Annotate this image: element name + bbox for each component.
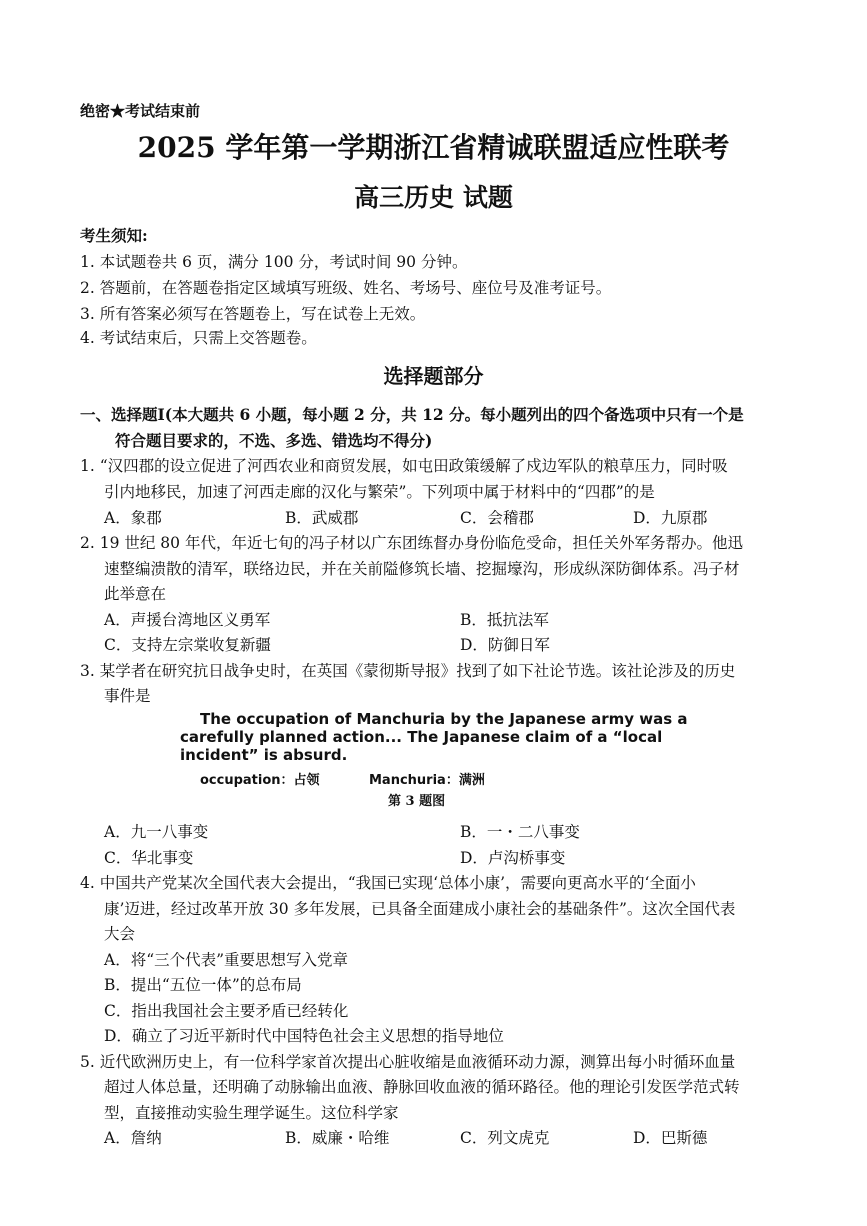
exam-title: 2025 学年第一学期浙江省精诚联盟适应性联考 [137, 131, 730, 164]
section-title: 选择题部分 [383, 364, 484, 388]
editorial-excerpt-line: incident” is absurd. [180, 746, 348, 764]
question-5-stem-cont: 超过人体总量，还明确了动脉输出血液、静脉回收血液的循环路径。他的理论引发医学范式转 [104, 1078, 740, 1096]
question-1-stem-cont: 引内地移民，加速了河西走廊的汉化与繁荣”。下列项中属于材料中的“四郡”的是 [104, 483, 655, 501]
question-4-stem: 4. 中国共产党某次全国代表大会提出，“我国已实现‘总体小康’，需要向更高水平的‘全面小 [80, 874, 696, 892]
question-2-option-d: D．防御日军 [460, 636, 550, 654]
question-4-option-c: C．指出我国社会主要矛盾已经转化 [104, 1002, 349, 1020]
figure-caption: 第 3 题图 [388, 794, 446, 809]
question-4-stem-cont: 康’迈进，经过改革开放 30 多年发展，已具备全面建成小康社会的基础条件”。这次全国代表 [104, 900, 736, 918]
question-3-option-a: A．九一八事变 [104, 823, 209, 841]
notice-item: 4. 考试结束后，只需上交答题卷。 [80, 329, 317, 347]
question-2-stem-cont: 此举意在 [104, 585, 167, 603]
exam-subtitle: 高三历史 试题 [354, 183, 513, 212]
question-1-option-b: B．武威郡 [285, 509, 359, 527]
notice-item: 3. 所有答案必须写在答题卷上，写在试卷上无效。 [80, 305, 426, 323]
notice-item: 2. 答题前，在答题卷指定区域填写班级、姓名、考场号、座位号及准考证号。 [80, 279, 612, 297]
question-3-option-c: C．华北事变 [104, 849, 194, 867]
question-2-stem: 2. 19 世纪 80 年代，年近七旬的冯子材以广东团练督办身份临危受命，担任关外军务帮办。他迅 [80, 534, 743, 552]
question-4-option-d: D．确立了习近平新时代中国特色社会主义思想的指导地位 [104, 1027, 504, 1045]
notice-heading: 考生须知: [80, 226, 148, 245]
question-5-stem: 5. 近代欧洲历史上，有一位科学家首次提出心脏收缩是血液循环动力源，测算出每小时循环血量 [80, 1053, 736, 1071]
question-2-option-c: C．支持左宗棠收复新疆 [104, 636, 271, 654]
question-5-option-b: B．威廉・哈维 [285, 1129, 390, 1147]
question-1-option-c: C．会稽郡 [460, 509, 534, 527]
question-5-option-c: C．列文虎克 [460, 1129, 550, 1147]
notice-item: 1. 本试题卷共 6 页，满分 100 分，考试时间 90 分钟。 [80, 253, 468, 271]
question-1-option-a: A．象郡 [104, 509, 162, 527]
confidential-label: 绝密★考试结束前 [80, 102, 201, 120]
vocab-gloss: occupation：占领 [200, 773, 320, 788]
question-1-stem: 1. “汉四郡的设立促进了河西农业和商贸发展，如屯田政策缓解了戍边军队的粮草压力，同时吸 [80, 457, 728, 475]
vocab-gloss: Manchuria：满洲 [369, 773, 485, 788]
question-3-stem: 3. 某学者在研究抗日战争史时，在英国《蒙彻斯导报》找到了如下社论节选。该社论涉及的历史 [80, 662, 736, 680]
editorial-excerpt-line: carefully planned action... The Japanese claim of a “local [180, 728, 663, 746]
question-5-option-a: A．詹纳 [104, 1129, 162, 1147]
editorial-excerpt-line: The occupation of Manchuria by the Japanese army was a [200, 710, 688, 728]
section-instruction-cont: 符合题目要求的，不选、多选、错选均不得分) [115, 431, 433, 450]
question-3-option-d: D．卢沟桥事变 [460, 849, 566, 867]
question-4-stem-cont: 大会 [104, 925, 136, 943]
question-5-option-d: D．巴斯德 [633, 1129, 708, 1147]
question-3-stem-cont: 事件是 [104, 687, 151, 705]
question-5-stem-cont: 型，直接推动实验生理学诞生。这位科学家 [104, 1104, 399, 1122]
section-instruction: 一、选择题Ⅰ(本大题共 6 小题，每小题 2 分，共 12 分。每小题列出的四个备选项中只有一个是 [80, 405, 744, 424]
question-4-option-b: B．提出“五位一体”的总布局 [104, 976, 302, 994]
question-2-option-b: B．抵抗法军 [460, 611, 549, 629]
question-3-option-b: B．一・二八事变 [460, 823, 580, 841]
question-1-option-d: D．九原郡 [633, 509, 708, 527]
question-2-option-a: A．声援台湾地区义勇军 [104, 611, 271, 629]
question-4-option-a: A．将“三个代表”重要思想写入党章 [104, 951, 349, 969]
question-2-stem-cont: 速整编溃散的清军，联络边民，并在关前隘修筑长墙、挖掘壕沟，形成纵深防御体系。冯子材 [104, 560, 740, 578]
